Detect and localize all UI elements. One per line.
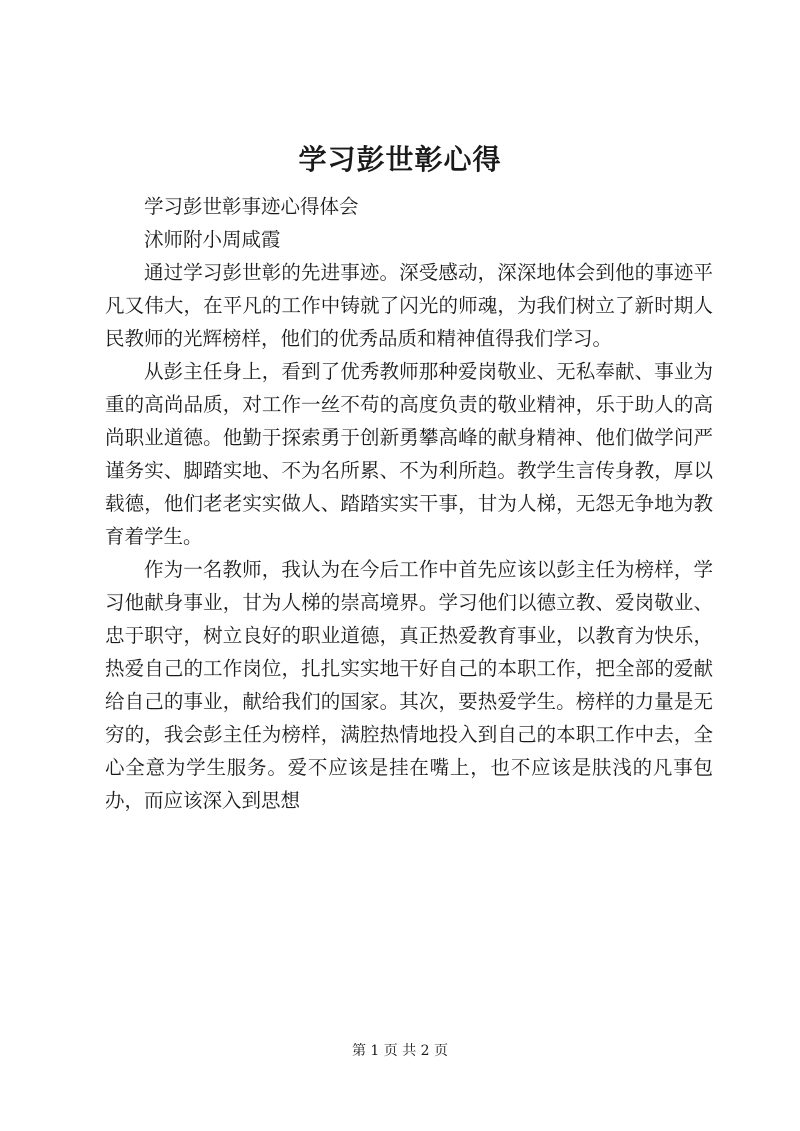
- author-paragraph: 沭师附小周咸霞: [144, 228, 281, 251]
- body-paragraph-1: 通过学习彭世彰的先进事迹。深受感动，深深地体会到他的事迹平凡又伟大，在平凡的工作中铸就了闪光的师魂，为我们树立了新时期人民教师的光辉榜样，他们的优秀品质和精神值得我们学习。: [105, 261, 713, 350]
- body-paragraph-2: 从彭主任身上，看到了优秀教师那种爱岗敬业、无私奉献、事业为重的高尚品质，对工作一丝不苟的高度负责的敬业精神，乐于助人的高尚职业道德。他勤于探索勇于创新勇攀高峰的献身精神、他们做学问严谨务实、脚踏实地、不为名所累、不为利所趋。教学生言传身教，厚以载德，他们老老实实做人、踏踏实实干事，甘为人梯，无怨无争地为教育着学生。: [105, 360, 713, 548]
- document-body: [105, 190, 713, 817]
- document-title: 学习彭世彰心得: [298, 143, 502, 176]
- page-footer: 第 1 页 共 2 页: [351, 1043, 449, 1059]
- body-paragraph-3: 作为一名教师，我认为在今后工作中首先应该以彭主任为榜样，学习他献身事业，甘为人梯的崇高境界。学习他们以德立教、爱岗敬业、忠于职守，树立良好的职业道德，真正热爱教育事业，以教育为快乐，热爱自己的工作岗位，扎扎实实地干好自己的本职工作，把全部的爱献给自己的事业，献给我们的国家。其次，要热爱学生。榜样的力量是无穷的，我会彭主任为榜样，满腔热情地投入到自己的本职工作中去，全心全意为学生服务。爱不应该是挂在嘴上，也不应该是肤浅的凡事包办，而应该深入到思想: [105, 558, 713, 812]
- subtitle-paragraph: 学习彭世彰事迹心得体会: [144, 195, 359, 218]
